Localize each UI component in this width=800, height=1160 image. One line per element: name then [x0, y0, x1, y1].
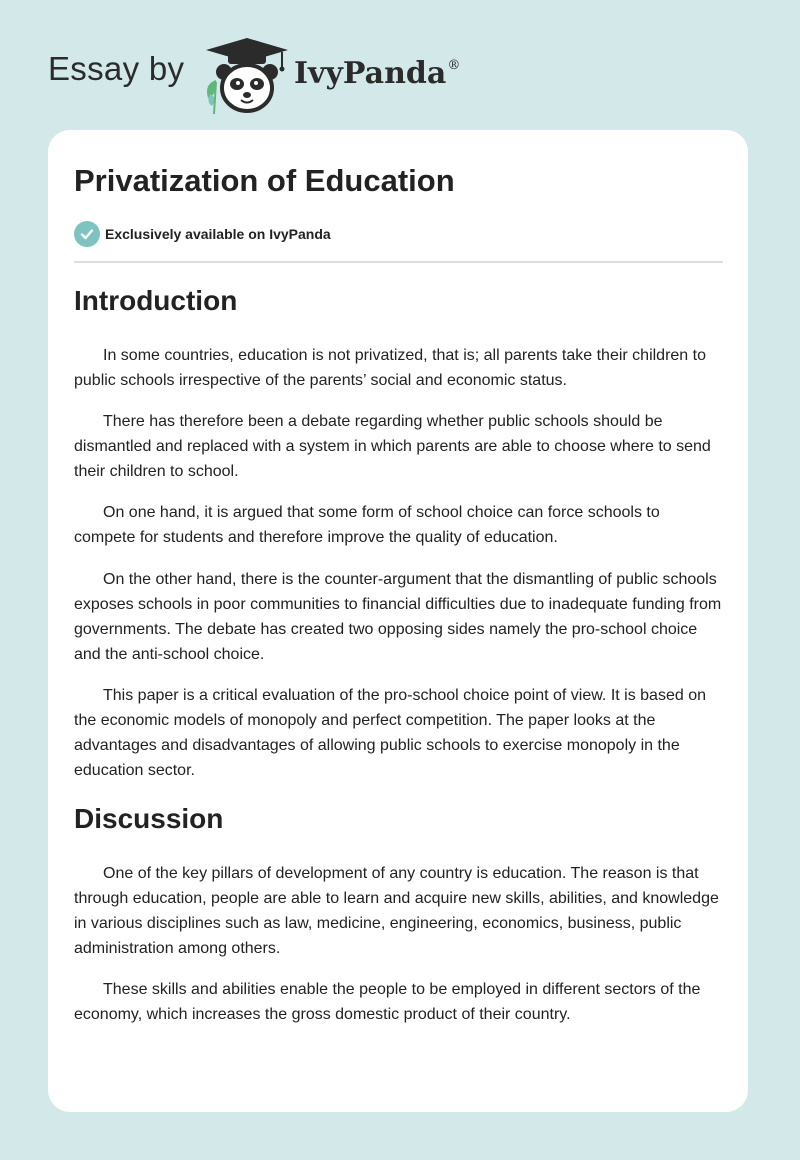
paragraph: This paper is a critical evaluation of the pro-school choice point of view. It is based on the economic models of monopoly and perfect competition. The paper looks at the advantages and disadvantages of allowing public schools to exercise monopoly in the education sector.	[74, 686, 706, 779]
brand-label: IvyPanda	[294, 56, 447, 91]
paragraph: One of the key pillars of development of any country is education. The reason is that through education, people are able to learn and acquire new skills, abilities, and knowledge in various disciplines such as law, medicine, engineering, economics, business, public administration among others.	[74, 864, 719, 957]
exclusive-badge	[74, 220, 331, 248]
essay-card	[48, 130, 748, 1112]
paragraph: On the other hand, there is the counter-argument that the dismantling of public schools exposes schools in poor communities to financial difficulties due to inadequate funding from governments. The debate has created two opposing sides namely the pro-school choice and the anti-school choice.	[74, 570, 722, 663]
essay-body	[74, 281, 723, 1043]
essay-by-label: Essay by	[48, 50, 185, 87]
page-title: Privatization of Education	[74, 163, 455, 198]
section-heading: Introduction	[74, 285, 238, 316]
paragraph: These skills and abilities enable the people to be employed in different sectors of the economy, which increases the gross domestic product of their country.	[74, 981, 701, 1024]
panda-graduation-icon[interactable]	[204, 36, 290, 116]
section-discussion	[74, 799, 723, 1027]
section-heading: Discussion	[74, 802, 224, 834]
divider	[74, 261, 723, 263]
site-header	[48, 30, 748, 110]
check-circle-icon	[74, 221, 100, 247]
badge-label: Exclusively available on IvyPanda	[105, 226, 331, 242]
registered-mark: ®	[447, 58, 461, 73]
paragraph: There has therefore been a debate regarding whether public schools should be dismantled and replaced with a system in which parents are able to choose where to send their children to school.	[74, 413, 711, 481]
section-introduction	[74, 281, 723, 783]
paragraph: On one hand, it is argued that some form of school choice can force schools to compete for students and therefore improve the quality of education.	[74, 504, 660, 547]
paragraph: In some countries, education is not privatized, that is; all parents take their children to public schools irrespective of the parents’ social and economic status.	[74, 347, 706, 389]
brand-name[interactable]	[294, 56, 460, 91]
